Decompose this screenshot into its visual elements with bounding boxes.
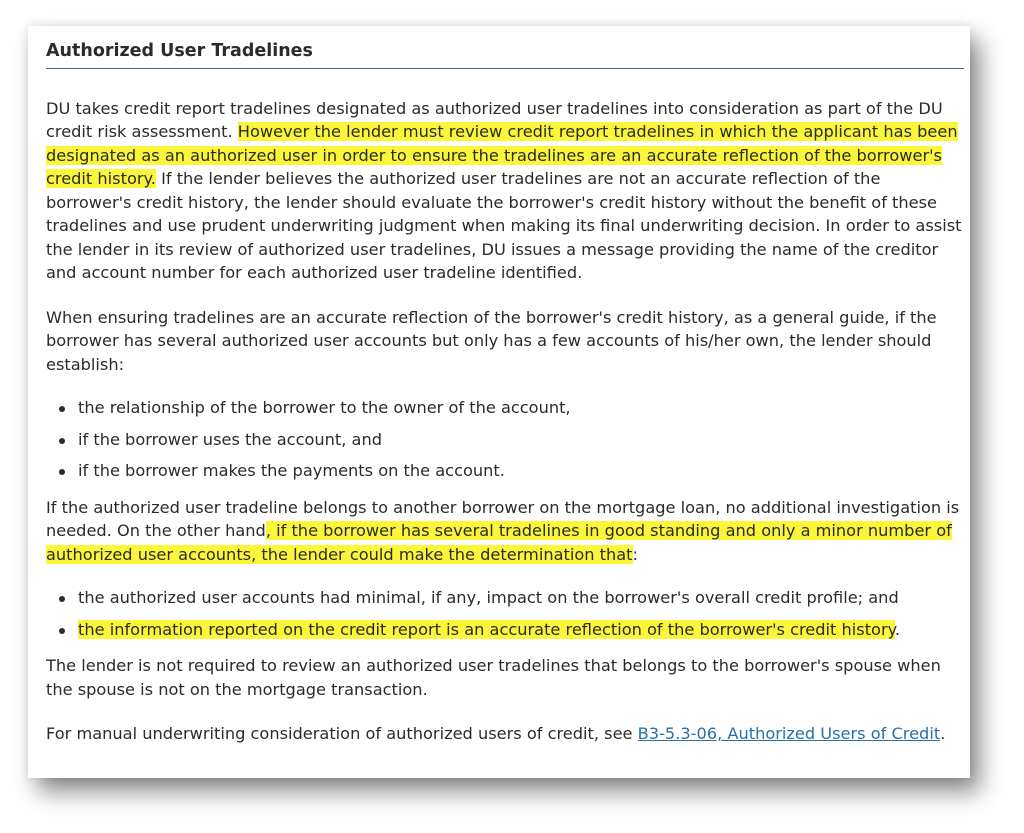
document-card bbox=[28, 26, 970, 778]
section-heading: Authorized User Tradelines bbox=[46, 40, 964, 69]
paragraph-2: When ensuring tradelines are an accurate reflection of the borrower's credit history, as a general guide, if the borrower has several authorized user accounts but only has a few accounts of his/her own, the lender should establish: bbox=[46, 307, 937, 374]
paragraph-1-text: DU takes credit report tradelines designated as authorized user tradelines into consideration as part of the DU credit risk assessment. bbox=[46, 98, 943, 141]
paragraph-5: For manual underwriting consideration of authorized users of credit, see B3-5.3-06, Authorized Users of Credit. bbox=[46, 724, 946, 743]
establish-list bbox=[46, 396, 964, 483]
paragraph-3: If the authorized user tradeline belongs to another borrower on the mortgage loan, no additional investigation is needed. On the other hand, if the borrower has several tradelines in good standing and only a minor number of authorized user accounts, the lender could make the determination that: bbox=[46, 497, 960, 564]
list-item: if the borrower makes the payments on the account. bbox=[78, 459, 964, 483]
red-underline-text: only a minor number of authorized user accounts bbox=[46, 521, 952, 564]
authorized-users-link[interactable]: B3-5.3-06, Authorized Users of Credit bbox=[637, 724, 941, 743]
highlighted-text-2: , if the borrower has several tradelines in good standing and only a minor number of authorized user accounts, the lender could make the determination that bbox=[46, 521, 952, 564]
highlighted-text-1: However the lender must review credit report tradelines in which the applicant has been designated as an authorized user in order to ensure the tradelines are an accurate reflection of the borrower's credit history. bbox=[46, 122, 958, 188]
list-item: the relationship of the borrower to the owner of the account, bbox=[78, 396, 964, 420]
document-content bbox=[46, 40, 964, 746]
determination-list bbox=[46, 586, 964, 641]
paragraph-1 bbox=[46, 97, 964, 285]
highlighted-text-3: the information reported on the credit report is an accurate reflection of the borrower's credit history bbox=[78, 619, 895, 639]
paragraph-3-text: If the authorized user tradeline belongs to another borrower on the mortgage loan, no additional investigation is needed. On the other hand bbox=[46, 497, 960, 540]
paragraph-4: The lender is not required to review an authorized user tradelines that belongs to the borrower's spouse when the spouse is not on the mortgage transaction. bbox=[46, 656, 941, 699]
paragraph-1-rest: If the lender believes the authorized user tradelines are not an accurate reflection of the borrower's credit history, the lender should evaluate the borrower's credit history without the benefit of these tradelines and use prudent underwriting judgment when making its final underwriting decision. In order to assist the lender in its review of authorized user tradelines, DU issues a message providing the name of the creditor and account number for each authorized user tradeline identified. bbox=[46, 169, 962, 282]
list-item: the authorized user accounts had minimal, if any, impact on the borrower's overall credit profile; and bbox=[78, 586, 964, 610]
list-item: the information reported on the credit report is an accurate reflection of the borrower's credit history. bbox=[78, 618, 964, 642]
list-item: if the borrower uses the account, and bbox=[78, 428, 964, 452]
